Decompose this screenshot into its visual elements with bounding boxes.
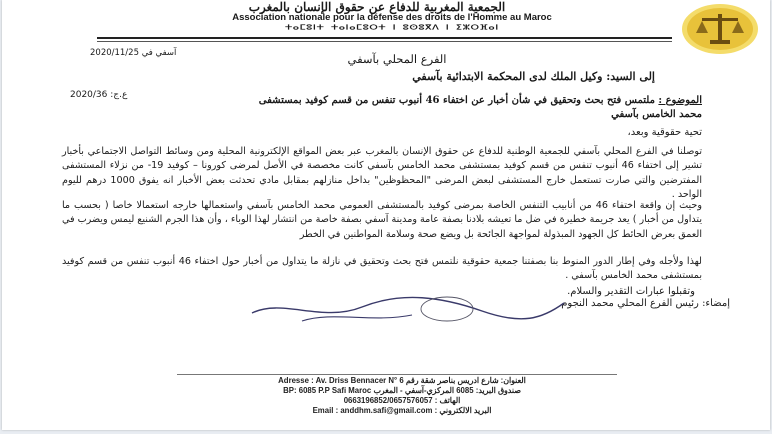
greeting: تحية حقوقية وبعد، bbox=[627, 127, 702, 138]
signature-line: إمضاء: رئيس الفرع المحلي محمد النجوم bbox=[561, 298, 730, 309]
subject-line bbox=[259, 95, 702, 106]
association-name-french: Association nationale pour la défense des droits de l'Homme au Maroc bbox=[232, 12, 552, 23]
reference-number: ع.ج: 2020/36 bbox=[70, 90, 128, 100]
body-paragraph-2: وحيث إن واقعة اختفاء 46 من أنابيب التنفس الخاصة بمرضى كوفيد بالمستشفى العمومي محمد الخامس بآسفي واستعمالها خارجه استعمالا خاصا ( بحسب ما يتداول من أخبار ) يعد جريمة خطيرة في ضل ما تعيشه بلادنا بصفة عامة ومدينة آسفي بصفة خاصة من انتشار لهذا الوباء ، وأن هذا الجرم الشنيع ليمس ويضرب في العمق بعرض الحائط كل الجهود المبذولة لمواجهة الجائحة بل ويضع صحة وسلامة المواطنين في الخطر bbox=[62, 200, 702, 240]
footer-phone: الهاتف : 0663196852/0657576057 bbox=[343, 396, 461, 405]
signature-scribble-icon bbox=[242, 293, 572, 327]
branch-title: الفرع المحلي بآسفي bbox=[347, 52, 447, 66]
association-name-tifinagh: ⵜⴰⵎⵓⵏⵜ ⵜⴰⵏⴰⵎⵓⵔⵜ ⵏ ⵓⵙⵓⴳⴷ ⵏ ⵉⵣⵔⴼⴰⵏ bbox=[284, 24, 500, 32]
footer-divider bbox=[177, 374, 617, 375]
association-logo-icon bbox=[680, 2, 760, 56]
footer-postal: BP: 6085 P.P Safi Maroc صندوق البريد: 6085 المركزي-آسفي - المغرب bbox=[283, 386, 521, 395]
subject-text: ملتمس فتح بحث وتحقيق في شأن أخبار عن اختفاء 46 أنبوب تنفس من قسم كوفيد بمستشفى bbox=[258, 95, 655, 106]
header-divider bbox=[97, 37, 672, 39]
footer-email: Email : anddhm.safi@gmail.com : البريد الالكتروني bbox=[312, 406, 492, 415]
recipient-line: إلى السيد: وكيل الملك لدى المحكمة الابتدائية بآسفي bbox=[412, 70, 655, 83]
footer-address: Adresse : Av. Driss Bennacer N° العنوان: شارع ادريس بناصر شقة رقم 6 bbox=[278, 376, 526, 385]
closing-line: وتقبلوا عبارات التقدير والسلام. bbox=[567, 286, 695, 297]
subject-continuation: محمد الخامس بآسفي bbox=[611, 109, 702, 120]
subject-label: الموضوع : bbox=[658, 95, 702, 106]
body-paragraph-1: توصلنا في الفرع المحلي بآسفي للجمعية الوطنية للدفاع عن حقوق الإنسان بالمغرب عبر بعض المواقع الإلكترونية المحلية ومن وسائط التواصل الاجتماعي بأخبار تشير إلى اختفاء 46 أنبوب تنفس من قسم كوفيد بمستشفى محمد الخامس بآسفي كانت مخصصة في الأصل لمرضى كورونا – كوفيد 19- من نزلاء المستشفى المفترضين والتي صارت تستعمل خارج المستشفى لبعض المرضى "المحظوظين" بداخل منازلهم بمقابل مادي تحدثت بعض الأخبار انه يفوق 1000 درهم لليوم الواحد . bbox=[62, 146, 702, 201]
header-divider-thin bbox=[97, 41, 672, 42]
letter-date: آسفي في 2020/11/25 bbox=[90, 48, 177, 58]
letter-page bbox=[2, 0, 770, 430]
association-name-arabic: الجمعية المغربية للدفاع عن حقوق الإنسان بالمغرب bbox=[248, 0, 506, 14]
body-paragraph-3: لهذا ولأجله وفي إطار الدور المنوط بنا بصفتنا جمعية حقوقية نلتمس فتح بحث وتحقيق في نازلة ما يتداول من أخبار حول اختفاء 46 أنبوب تنفس من قسم كوفيد بمستشفى محمد الخامس بآسفي . bbox=[62, 256, 702, 282]
